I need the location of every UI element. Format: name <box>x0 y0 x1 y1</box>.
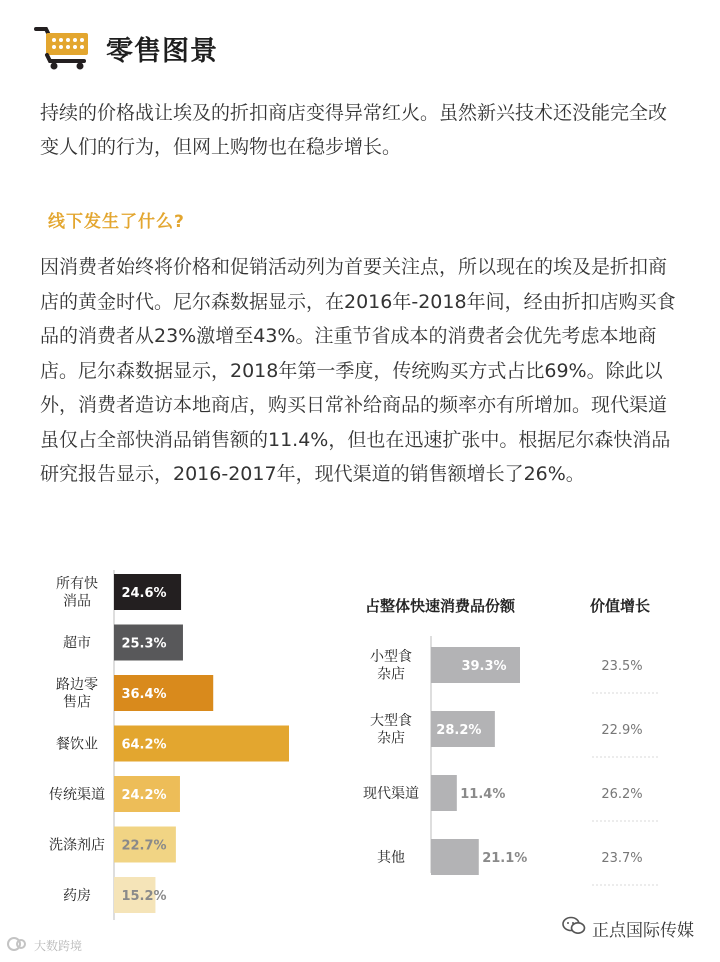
charts-area <box>0 560 720 920</box>
left-value-label-6: 22.7% <box>121 838 167 854</box>
wechat-icon <box>562 916 586 941</box>
left-value-label-2: 25.3% <box>121 636 167 652</box>
watermark-right <box>562 916 694 941</box>
share-bar-4 <box>431 839 479 875</box>
intro-paragraph: 持续的价格战让埃及的折扣商店变得异常红火。虽然新兴技术还没能完全改变人们的行为，但网上购物也在稳步增长。 <box>40 102 668 158</box>
left-value-label-5: 24.2% <box>121 788 167 803</box>
growth-value-label-3: 26.2% <box>601 787 643 802</box>
left-value-label-1: 24.6% <box>121 586 167 601</box>
growth-value-label-2: 22.9% <box>601 723 643 738</box>
watermark-right-text: 正点国际传媒 <box>592 921 694 941</box>
share-series-header: 占整体快速消费品份额 <box>364 597 516 615</box>
right-category-label-4: 其他 <box>377 849 405 866</box>
share-value-label-3: 11.4% <box>460 787 506 802</box>
page-title: 零售图景 <box>106 35 218 67</box>
section-heading: 线下发生了什么? <box>48 212 185 232</box>
growth-value-label-4: 23.7% <box>601 851 643 866</box>
fmcg-share-chart <box>363 597 660 885</box>
right-category-label-2: 大型食杂店 <box>370 713 412 747</box>
share-value-label-2: 28.2% <box>436 723 482 738</box>
left-value-label-3: 36.4% <box>121 687 167 702</box>
left-category-label-1: 所有快消品 <box>56 576 98 610</box>
share-value-label-1: 39.3% <box>461 659 507 674</box>
right-category-label-1: 小型食杂店 <box>370 649 412 683</box>
left-value-label-4: 64.2% <box>121 737 167 753</box>
left-category-label-2: 超市 <box>63 635 91 652</box>
growth-series-header: 价值增长 <box>589 597 651 615</box>
share-bar-3 <box>431 775 457 811</box>
left-category-label-4: 餐饮业 <box>56 736 98 753</box>
watermark-left-text: 大数跨境 <box>34 939 83 953</box>
share-value-label-4: 21.1% <box>482 851 528 866</box>
header <box>34 18 218 78</box>
channel-growth-chart <box>49 570 289 920</box>
shopping-cart-icon <box>34 26 92 70</box>
left-category-label-3: 路边零售店 <box>56 677 98 711</box>
watermark-logo-icon <box>6 936 28 955</box>
right-category-label-3: 现代渠道 <box>363 785 419 802</box>
body-paragraph: 因消费者始终将价格和促销活动列为首要关注点，所以现在的埃及是折扣商店的黄金时代。尼尔森数据显示，在2016年-2018年间，经由折扣店购买食品的消费者从23%激增至43%。注重节省成本的消费者会优先考虑本地商店。尼尔森数据显示，2018年第一季度，传统购买方式占比69%。除此以外，消费者造访本地商店，购买日常补给商品的频率亦有所增加。现代渠道虽仅占全部快消品销售额的11.4%，但也在迅速扩张中。根据尼尔森快消品研究报告显示，2016-2017年，现代渠道的销售额增长了26%。 <box>40 256 676 485</box>
growth-value-label-1: 23.5% <box>601 659 643 674</box>
left-category-label-7: 药房 <box>63 887 91 904</box>
left-value-label-7: 15.2% <box>121 889 167 904</box>
left-category-label-6: 洗涤剂店 <box>49 837 105 854</box>
left-category-label-5: 传统渠道 <box>49 786 105 803</box>
watermark-left <box>6 936 82 955</box>
